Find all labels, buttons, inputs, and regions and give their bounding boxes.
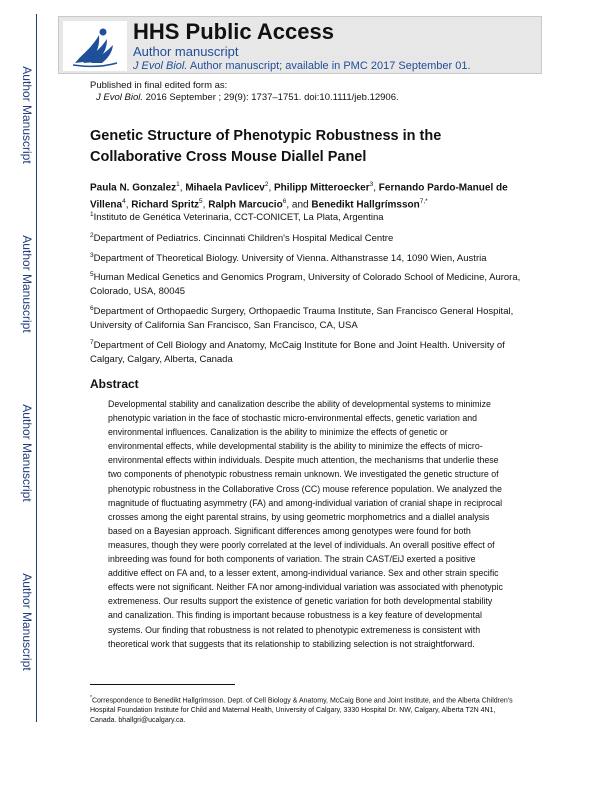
author-name: Richard Spritz (131, 199, 200, 211)
citation-journal: J Evol Biol. (96, 92, 143, 103)
author-separator: , (373, 182, 379, 194)
author-separator: , (268, 182, 275, 194)
affiliation: $^2$Department of Pediatrics. Cincinnati Children's Hospital Medical Centre (90, 232, 394, 245)
author-separator: , (125, 199, 132, 211)
journal-abbrev: J Evol Biol. (133, 60, 188, 72)
banner-subtitle: Author manuscript (133, 44, 239, 59)
availability-text: Author manuscript; available in PMC 2017 September 01. (187, 60, 471, 72)
abstract-heading: Abstract (90, 377, 139, 391)
citation (96, 92, 399, 103)
affiliation: $^3$Department of Theoretical Biology. University of Vienna. Althanstrasse 14, 1090 Wien, Austria (90, 252, 487, 265)
correspondence-footnote: *Correspondence to Benedikt Hallgrímsson. Dept. of Cell Biology & Anatomy, McCaig Bone and Joint Institute, and the Alberta Children's Hospital Foundation Institute for Child and Maternal Health, University of Calgary, 3330 Hospital Dr. NW, Calgary, Alberta T2N 4N1, Canada. bhallgri@ucalgary.ca. (90, 695, 513, 725)
author-separator: , (202, 199, 209, 211)
citation-details: 2016 September ; 29(9): 1737–1751. doi:10.1111/jeb.12906. (143, 92, 399, 103)
author-affiliation-marker: 3 (369, 181, 374, 188)
author-separator: , (179, 182, 186, 194)
hhs-eagle-icon (69, 23, 121, 69)
author-affiliation-marker: 4 (122, 198, 126, 206)
author-affiliation-marker: 1 (176, 181, 180, 188)
affiliation: $^1$Instituto de Genética Veterinaria, CCT-CONICET, La Plata, Argentina (90, 211, 384, 224)
author-name: Mihaela Pavlicev (185, 182, 265, 194)
author-name: Paula N. Gonzalez (90, 182, 177, 194)
affiliation: $^7$Department of Cell Biology and Anatomy, McCaig Institute for Bone and Joint Health. University of Calgary, Calgary, Alberta, Canada (90, 339, 505, 366)
author-affiliation-marker: 6 (282, 198, 287, 206)
sidebar-rule (36, 14, 37, 722)
abstract-text: Developmental stability and canalization describe the ability of developmental systems to minimize phenotypic variation in the face of stochastic micro-environmental effects, genetic variation and environmental influences. Canalization is the ability to minimize the effects of genetic or environmental effects, while developmental stability is the ability to minimize the effects of micro-environmental effects within individuals. Despite much attention, the mechanisms that underlie these two components of phenotypic robustness remain unknown. We investigated the genetic structure of phenotypic robustness in the Collaborative Cross (CC) mouse reference population. We analyzed the magnitude of fluctuating asymmetry (FA) and among-individual variation of cranial shape in reciprocal crosses among the eight parental strains, by using geometric morphometrics and a diallel analysis based on a Bayesian approach. Significant differences among genotypes were found for both measures, though they were poorly correlated at the level of individuals. An overall positive effect of inbreeding was found for both components of variation. The strain CAST/EiJ exerted a positive additive effect on FA and, to a lesser extent, among-individual variance. Sex and other strain specific effects were not significant. Neither FA nor among-individual variation was associated with phenotypic extremeness. Our results support the existence of genetic variation for both developmental stability and canalization. This finding is important because robustness is a key feature of developmental systems. Our finding that robustness is not related to phenotypic extremeness is consistent with theoretical work that suggests that its relationship to stabilizing selection is not straightforward. (108, 399, 503, 649)
affiliation: $^5$Human Medical Genetics and Genomics Program, University of Colorado School of Medicine, Aurora, Colorado, USA, 80045 (90, 271, 521, 298)
author-name: Fernando Pardo-Manuel de Villena (90, 182, 508, 211)
author-name: Philipp Mitteroecker (274, 182, 370, 194)
banner-title: HHS Public Access (133, 19, 334, 44)
author-affiliation-marker: 5 (199, 198, 203, 206)
hhs-banner (58, 16, 542, 74)
footnote-rule (90, 684, 235, 685)
author-separator: , and (286, 199, 312, 211)
author-affiliation-marker: 7,* (419, 198, 428, 206)
affiliation: $^6$Department of Orthopaedic Surgery, Orthopaedic Trauma Institute, San Francisco General Hospital, University of California San Francisco, San Francisco, CA, USA (90, 305, 514, 332)
author-name: Benedikt Hallgrímsson (311, 199, 420, 211)
banner-availability (133, 60, 471, 72)
hhs-logo (63, 21, 127, 71)
author-name: Ralph Marcucio (208, 199, 283, 211)
published-note: Published in final edited form as: (90, 80, 228, 91)
article-title: Genetic Structure of Phenotypic Robustness in the Collaborative Cross Mouse Diallel Panel (90, 128, 442, 165)
author-affiliation-marker: 2 (264, 181, 269, 188)
